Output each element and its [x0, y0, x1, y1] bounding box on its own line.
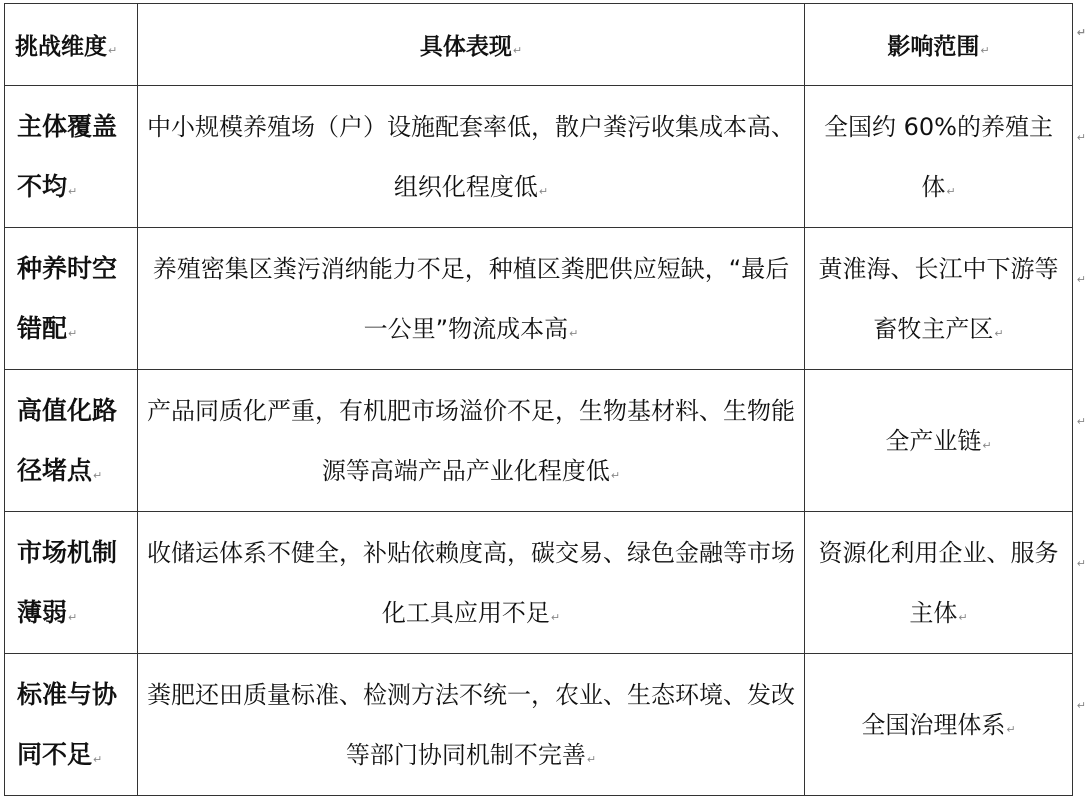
description-cell: 养殖密集区粪污消纳能力不足，种植区粪肥供应短缺，“最后一公里”物流成本高↵ — [138, 228, 805, 370]
table-row — [5, 228, 1073, 370]
row-end-mark: ↵ — [1076, 131, 1086, 144]
row-end-mark: ↵ — [1076, 557, 1086, 570]
header-cell-scope: 影响范围↵ ↵ — [805, 4, 1073, 86]
table-row — [5, 86, 1073, 228]
challenge-table-container — [4, 3, 1086, 796]
description-cell: 收储运体系不健全，补贴依赖度高，碳交易、绿色金融等市场化工具应用不足↵ — [138, 512, 805, 654]
scope-cell: 全产业链↵ ↵ — [805, 370, 1073, 512]
header-cell-description: 具体表现↵ — [138, 4, 805, 86]
row-end-mark: ↵ — [1076, 26, 1086, 39]
row-end-mark: ↵ — [1076, 699, 1086, 712]
dimension-cell: 高值化路径堵点↵ — [5, 370, 138, 512]
description-cell: 产品同质化严重，有机肥市场溢价不足，生物基材料、生物能源等高端产品产业化程度低↵ — [138, 370, 805, 512]
scope-cell: 全国治理体系↵ ↵ — [805, 654, 1073, 796]
dimension-cell: 标准与协同不足↵ — [5, 654, 138, 796]
row-end-mark: ↵ — [1076, 415, 1086, 428]
challenge-table — [4, 3, 1086, 796]
table-row — [5, 654, 1073, 796]
dimension-cell: 种养时空错配↵ — [5, 228, 138, 370]
scope-cell: 全国约 60%的养殖主体↵ ↵ — [805, 86, 1073, 228]
row-end-mark: ↵ — [1076, 273, 1086, 286]
description-cell: 粪肥还田质量标准、检测方法不统一，农业、生态环境、发改等部门协同机制不完善↵ — [138, 654, 805, 796]
dimension-cell: 市场机制薄弱↵ — [5, 512, 138, 654]
header-cell-dimension: 挑战维度↵ — [5, 4, 138, 86]
dimension-cell: 主体覆盖不均↵ — [5, 86, 138, 228]
table-header-row — [5, 4, 1073, 86]
description-cell: 中小规模养殖场（户）设施配套率低，散户粪污收集成本高、组织化程度低↵ — [138, 86, 805, 228]
scope-cell: 黄淮海、长江中下游等畜牧主产区↵ ↵ — [805, 228, 1073, 370]
scope-cell: 资源化利用企业、服务主体↵ ↵ — [805, 512, 1073, 654]
table-row — [5, 512, 1073, 654]
table-row — [5, 370, 1073, 512]
